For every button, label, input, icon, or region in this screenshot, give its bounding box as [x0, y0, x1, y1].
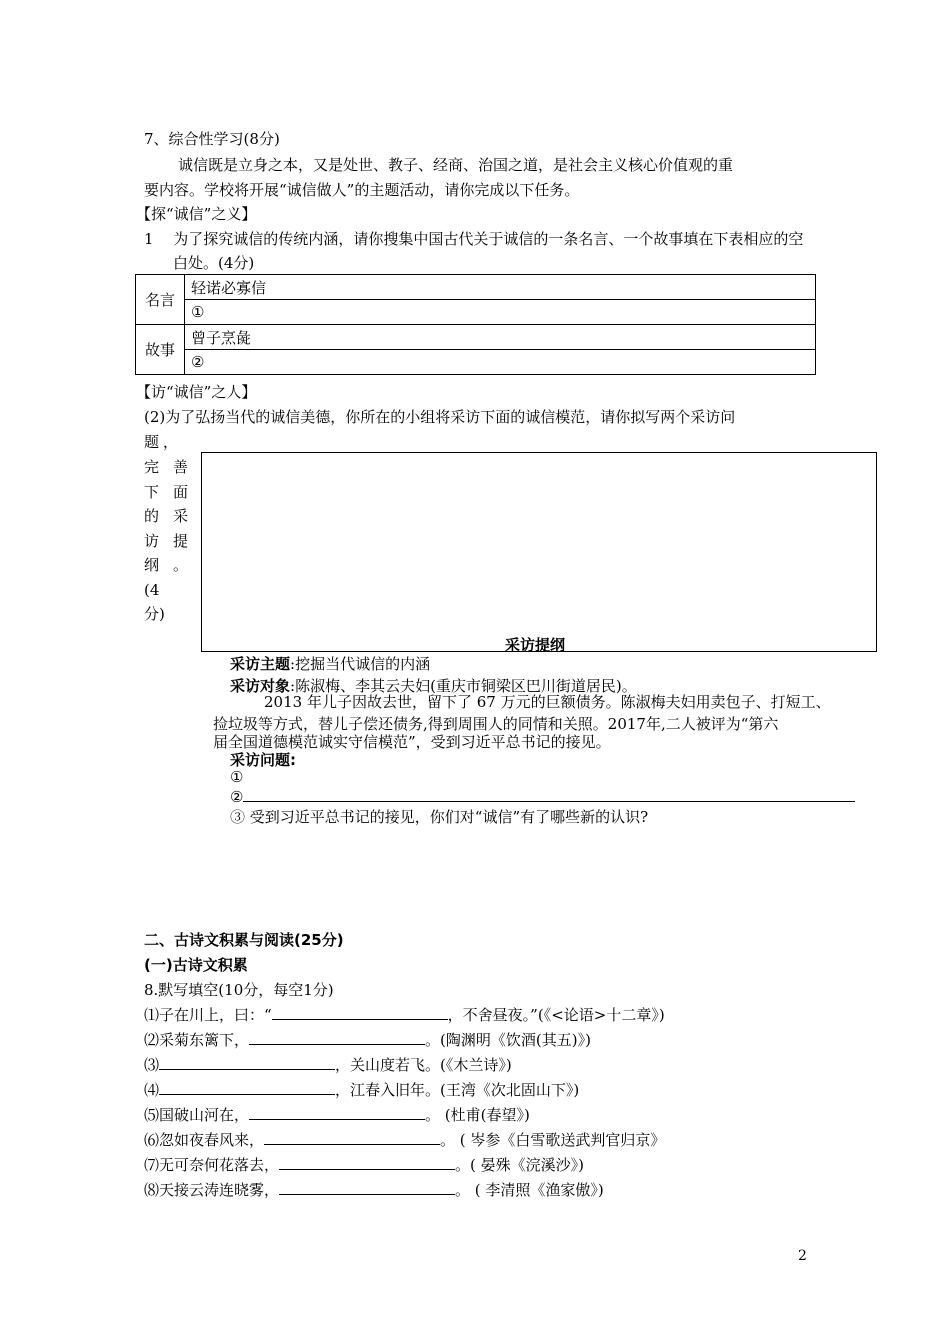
q8-title: 8.默写填空(10分，每空1分): [144, 981, 334, 999]
section-heading-interview: 【访“诚信”之人】: [136, 383, 257, 401]
question-2-blank[interactable]: [243, 786, 855, 802]
interview-topic: [230, 653, 430, 674]
story-line1: 2013 年儿子因故去世，留下了 67 万元的巨额债务。陈淑梅夫妇用卖包子、打短工、: [264, 693, 831, 711]
table-label-story: 故事: [136, 325, 185, 375]
question-2[interactable]: [230, 786, 855, 806]
vertical-instruction: [144, 455, 188, 627]
fill-item-post: ，江春入旧年。(王湾《次北固山下》): [335, 1081, 580, 1099]
q7-title: 7、综合性学习(8分): [144, 130, 280, 148]
fill-blank[interactable]: [272, 1004, 448, 1020]
part2-subtitle: (一)古诗文积累: [144, 956, 248, 974]
vchar: 善: [172, 458, 188, 476]
questions-label: 采访问题:: [230, 751, 296, 769]
fill-item-post: 。 ( 李清照《渔家傲》): [455, 1181, 604, 1199]
fill-blank[interactable]: [159, 1079, 335, 1095]
interview-outline-box: [201, 452, 877, 652]
vchar: 完: [144, 458, 160, 476]
table-cell-saying-given: 轻诺必寡信: [185, 275, 816, 300]
vchar: 提: [172, 531, 188, 550]
fill-item-post: 。 (杜甫(春望》): [425, 1106, 530, 1124]
fill-item-2: [144, 1029, 591, 1050]
fill-item-pre: ⑸国破山河在，: [144, 1106, 250, 1124]
table-cell-saying-blank[interactable]: ①: [185, 300, 816, 325]
fill-item-post: ，关山度若飞。(《木兰诗》): [335, 1056, 512, 1074]
q7-intro-line2: 要内容。学校将开展“诚信做人”的主题活动，请你完成以下任务。: [144, 181, 580, 199]
question-3: ③ 受到习近平总书记的接见，你们对“诚信”有了哪些新的认识?: [230, 808, 649, 826]
fill-item-post: 。( 晏殊《浣溪沙》): [455, 1156, 584, 1174]
fill-blank[interactable]: [249, 1029, 425, 1045]
task2-line2: 题，: [144, 433, 183, 451]
story-line2: 捡垃圾等方式，替儿子偿还债务,得到周围人的同情和关照。2017年,二人被评为“第六: [213, 715, 779, 733]
fill-item-pre: ⑷: [144, 1081, 160, 1099]
vchar: 下: [144, 482, 160, 501]
fill-item-6: [144, 1129, 665, 1150]
fill-item-1: [144, 1004, 665, 1025]
fill-blank[interactable]: [249, 1104, 425, 1120]
fill-item-8: [144, 1179, 604, 1200]
part2-title: 二、古诗文积累与阅读(25分): [144, 931, 344, 949]
fill-item-post: ，不舍昼夜。”(《<论语>十二章》): [447, 1006, 665, 1024]
vchar: 面: [172, 482, 188, 501]
vchar: 。: [172, 556, 188, 574]
question-2-marker: ②: [230, 788, 244, 806]
task1-line2: 白处。(4分): [173, 254, 255, 272]
task2-line1: (2)为了弘扬当代的诚信美德，你所在的小组将采访下面的诚信模范，请你拟写两个采访问: [144, 408, 736, 426]
vchar: 采: [172, 507, 188, 525]
vchar: (4: [144, 580, 160, 599]
fill-item-3: [144, 1054, 512, 1075]
fill-item-pre: ⑹忽如夜春风来，: [144, 1131, 265, 1149]
fill-blank[interactable]: [279, 1154, 455, 1170]
target-label: 采访对象: [230, 677, 291, 695]
page-number: 2: [798, 1248, 807, 1264]
table-cell-story-blank[interactable]: ②: [185, 350, 816, 375]
vchar: 纲: [144, 556, 160, 574]
fill-blank[interactable]: [264, 1129, 440, 1145]
question-1[interactable]: ①: [230, 768, 244, 786]
fill-item-pre: ⑻天接云涛连晓雾，: [144, 1181, 280, 1199]
fill-item-post: 。(陶渊明《饮酒(其五)》): [425, 1031, 591, 1049]
section-heading-explore: 【探“诚信”之义】: [136, 205, 257, 223]
fill-item-post: 。 ( 岑参《白雪歌送武判官归京》: [440, 1131, 666, 1149]
task1-line1: 1 为了探究诚信的传统内涵，请你搜集中国古代关于诚信的一条名言、一个故事填在下表相应的空: [144, 230, 804, 248]
topic-label: 采访主题: [230, 655, 291, 673]
vchar: 的: [144, 507, 160, 525]
fill-item-4: [144, 1079, 579, 1100]
vchar: 分): [144, 605, 165, 623]
table-label-saying: 名言: [136, 275, 185, 325]
table-cell-story-given: 曾子烹彘: [185, 325, 816, 350]
fill-item-pre: ⑺无可奈何花落去，: [144, 1156, 280, 1174]
story-line3: 届全国道德模范诚实守信模范”，受到习近平总书记的接见。: [213, 733, 611, 751]
fill-item-pre: ⑵采菊东篱下，: [144, 1031, 250, 1049]
fill-blank[interactable]: [159, 1054, 335, 1070]
vchar: 访: [144, 531, 160, 550]
saying-story-table: [135, 274, 816, 375]
fill-item-7: [144, 1154, 584, 1175]
topic-text: :挖掘当代诚信的内涵: [290, 655, 431, 673]
fill-item-pre: ⑴子在川上，曰：“: [144, 1006, 272, 1024]
outline-title: 采访提纲: [505, 636, 566, 654]
fill-blank[interactable]: [279, 1179, 455, 1195]
q7-intro-line1: 诚信既是立身之本，又是处世、教子、经商、治国之道，是社会主义核心价值观的重: [178, 156, 734, 174]
target-text: :陈淑梅、李其云夫妇(重庆市铜梁区巴川街道居民)。: [290, 677, 637, 695]
fill-item-5: [144, 1104, 530, 1125]
fill-item-pre: ⑶: [144, 1056, 160, 1074]
